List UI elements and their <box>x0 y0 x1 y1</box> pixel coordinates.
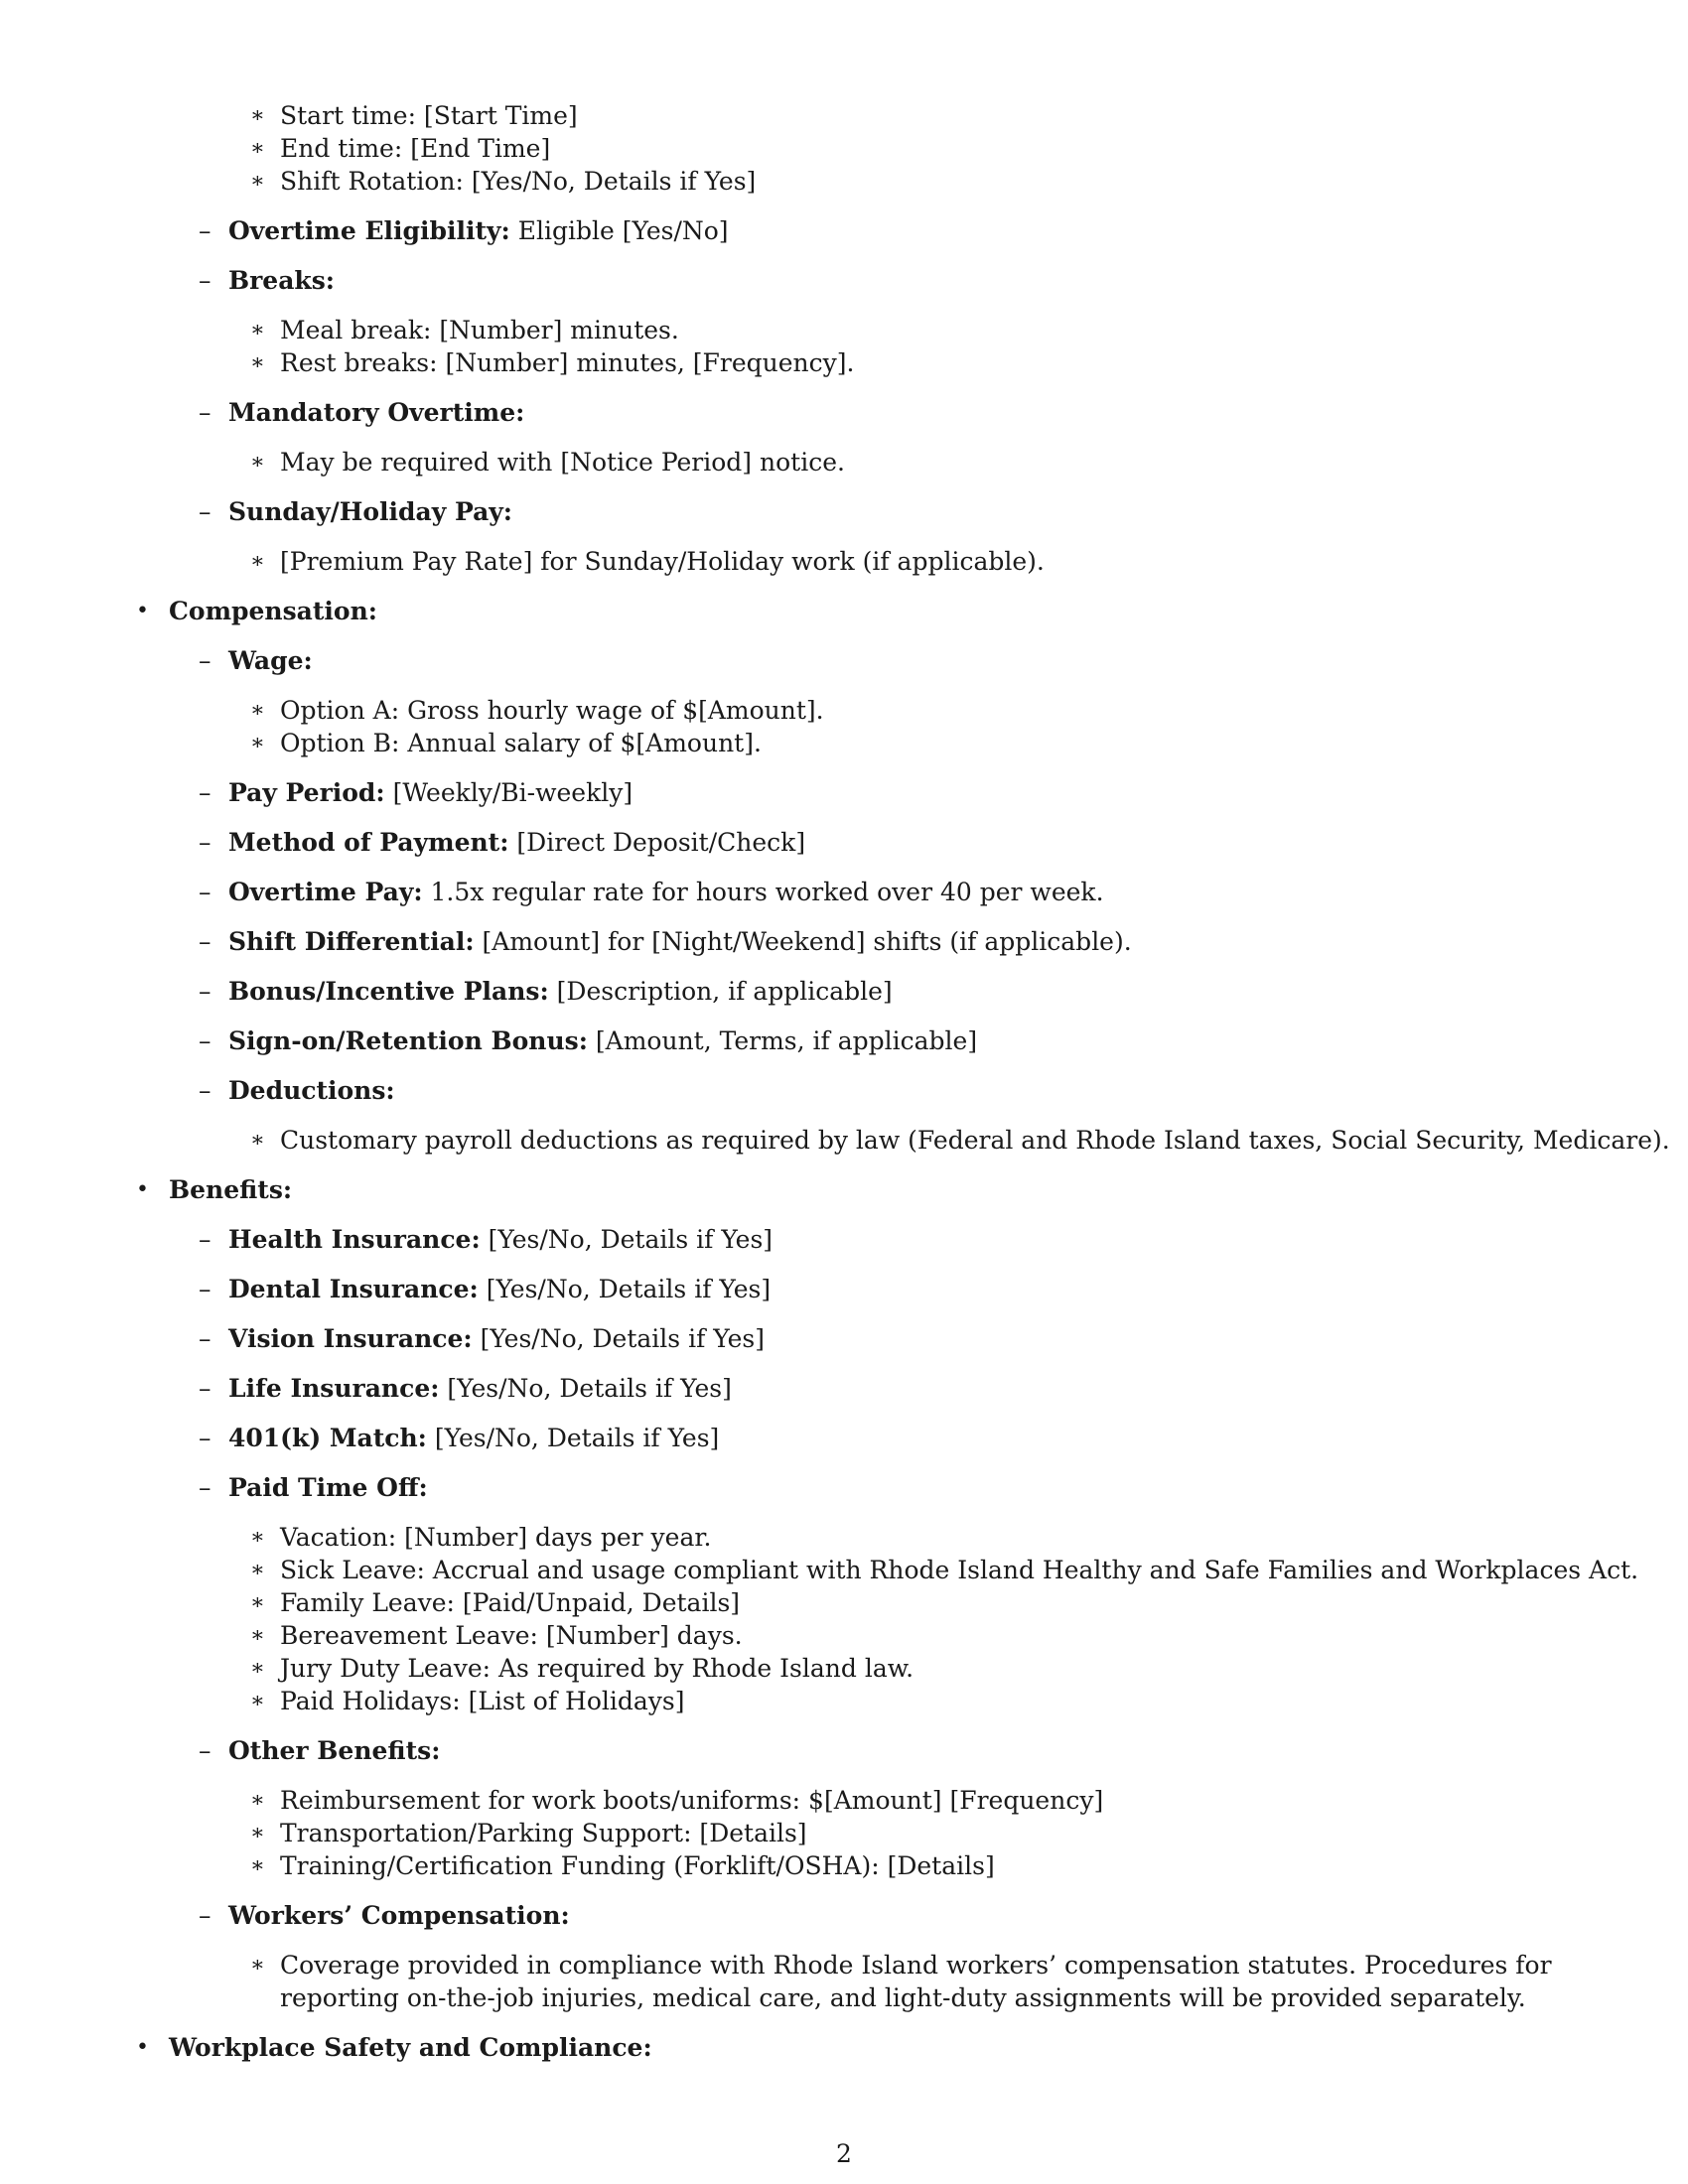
k401-label: 401(k) Match: <box>228 1424 427 1452</box>
list-item-paid-holidays <box>0 1685 1688 1717</box>
dash-marker: – <box>199 497 211 526</box>
family-leave-text: Family Leave: [Paid/Unpaid, Details] <box>280 1588 741 1617</box>
section-compensation <box>0 595 1688 627</box>
bullet-marker: ∗ <box>250 1656 265 1681</box>
shift-differential-label: Shift Differential: <box>228 927 475 956</box>
list-item-payment-method <box>0 826 1688 859</box>
workers-comp-label: Workers’ Compensation: <box>228 1901 570 1930</box>
list-item-shift-differential <box>0 925 1688 958</box>
dash-marker: – <box>199 1424 211 1452</box>
overtime-eligibility-value: Eligible [Yes/No] <box>517 216 729 245</box>
payment-method-value: [Direct Deposit/Check] <box>516 828 806 857</box>
pay-period-value: [Weekly/Bi-weekly] <box>392 778 633 807</box>
bullet-marker: ∗ <box>250 1853 265 1878</box>
wage-option-a-text: Option A: Gross hourly wage of $[Amount]. <box>280 696 824 725</box>
jury-duty-text: Jury Duty Leave: As required by Rhode Island law. <box>280 1654 914 1683</box>
list-item-sick-leave <box>0 1554 1688 1586</box>
bereavement-text: Bereavement Leave: [Number] days. <box>280 1621 743 1650</box>
page-number: 2 <box>836 2139 852 2168</box>
list-item-workers-comp <box>0 1899 1688 1932</box>
bullet-marker: ∗ <box>250 318 265 342</box>
list-item-rest-breaks <box>0 346 1688 379</box>
list-item-wage <box>0 644 1688 677</box>
dash-marker: – <box>199 1275 211 1303</box>
overtime-pay-value: 1.5x regular rate for hours worked over 40 per week. <box>430 878 1104 906</box>
list-item-mandatory-overtime <box>0 396 1688 429</box>
dash-marker: – <box>199 646 211 675</box>
dash-marker: – <box>199 1736 211 1765</box>
vision-label: Vision Insurance: <box>228 1324 473 1353</box>
deductions-label: Deductions: <box>228 1076 395 1105</box>
k401-value: [Yes/No, Details if Yes] <box>434 1424 720 1452</box>
health-value: [Yes/No, Details if Yes] <box>488 1225 774 1254</box>
dash-marker: – <box>199 1374 211 1403</box>
life-value: [Yes/No, Details if Yes] <box>447 1374 732 1403</box>
dash-marker: – <box>199 828 211 857</box>
list-item-dental-insurance <box>0 1273 1688 1305</box>
wage-label: Wage: <box>228 646 313 675</box>
section-benefits <box>0 1173 1688 1206</box>
list-item-401k-match <box>0 1422 1688 1454</box>
benefits-label: Benefits: <box>169 1175 293 1204</box>
list-item-bonus-plans <box>0 975 1688 1008</box>
payment-method-label: Method of Payment: <box>228 828 509 857</box>
life-label: Life Insurance: <box>228 1374 440 1403</box>
list-item-paid-time-off <box>0 1471 1688 1504</box>
list-item-end-time <box>0 132 1688 165</box>
compensation-label: Compensation: <box>169 597 377 625</box>
dash-marker: – <box>199 1473 211 1502</box>
list-item-signon-bonus <box>0 1024 1688 1057</box>
bullet-marker: ∗ <box>250 1623 265 1648</box>
bullet-marker: ∗ <box>250 350 265 375</box>
dash-marker: – <box>199 1225 211 1254</box>
list-item-other-benefits <box>0 1734 1688 1767</box>
bullet-marker: ∗ <box>250 1558 265 1582</box>
bullet-marker: ∗ <box>250 450 265 475</box>
list-item-vacation <box>0 1521 1688 1554</box>
workers-comp-detail: Coverage provided in compliance with Rhode Island workers’ compensation statutes. Procedures for reporting on-the-job injuries, medical care, and light-duty assignments will be provided separately. <box>280 1951 1552 2012</box>
transportation-text: Transportation/Parking Support: [Details] <box>280 1819 807 1847</box>
list-item-sunday-holiday-detail <box>0 545 1688 578</box>
list-item-bereavement <box>0 1619 1688 1652</box>
dash-marker: – <box>199 398 211 427</box>
bullet-marker: ∗ <box>250 1525 265 1550</box>
list-item-start-time <box>0 99 1688 132</box>
dash-marker: – <box>199 1026 211 1055</box>
vision-value: [Yes/No, Details if Yes] <box>480 1324 765 1353</box>
list-item-breaks <box>0 264 1688 297</box>
dash-marker: – <box>199 1076 211 1105</box>
shift-rotation-text: Shift Rotation: [Yes/No, Details if Yes] <box>280 167 757 196</box>
list-item-sunday-holiday-pay <box>0 495 1688 528</box>
dash-marker: – <box>199 927 211 956</box>
pay-period-label: Pay Period: <box>228 778 385 807</box>
bullet-marker: • <box>136 1177 149 1202</box>
other-benefits-label: Other Benefits: <box>228 1736 441 1765</box>
list-item-overtime-pay <box>0 876 1688 908</box>
training-text: Training/Certification Funding (Forklift/OSHA): [Details] <box>280 1851 995 1880</box>
dash-marker: – <box>199 266 211 295</box>
bullet-marker: ∗ <box>250 169 265 194</box>
list-item-mandatory-overtime-detail <box>0 446 1688 478</box>
dash-marker: – <box>199 1901 211 1930</box>
list-item-life-insurance <box>0 1372 1688 1405</box>
list-item-overtime-eligibility <box>0 214 1688 247</box>
dash-marker: – <box>199 216 211 245</box>
sick-leave-text: Sick Leave: Accrual and usage compliant with Rhode Island Healthy and Safe Families and Workplaces Act. <box>280 1556 1639 1584</box>
bullet-marker: ∗ <box>250 103 265 128</box>
list-item-pay-period <box>0 776 1688 809</box>
pto-label: Paid Time Off: <box>228 1473 428 1502</box>
dental-value: [Yes/No, Details if Yes] <box>486 1275 772 1303</box>
safety-label: Workplace Safety and Compliance: <box>169 2033 652 2062</box>
list-item-deductions <box>0 1074 1688 1107</box>
breaks-label: Breaks: <box>228 266 336 295</box>
mandatory-overtime-detail: May be required with [Notice Period] notice. <box>280 448 845 477</box>
bullet-marker: ∗ <box>250 1128 265 1153</box>
list-item-vision-insurance <box>0 1322 1688 1355</box>
mandatory-overtime-label: Mandatory Overtime: <box>228 398 525 427</box>
bullet-marker: • <box>136 2035 149 2060</box>
wage-option-b-text: Option B: Annual salary of $[Amount]. <box>280 729 762 757</box>
signon-value: [Amount, Terms, if applicable] <box>595 1026 978 1055</box>
bonus-value: [Description, if applicable] <box>556 977 893 1006</box>
deductions-detail: Customary payroll deductions as required by law (Federal and Rhode Island taxes, Social Security, Medicare). <box>280 1126 1670 1155</box>
list-item-wage-option-a <box>0 694 1688 727</box>
vacation-text: Vacation: [Number] days per year. <box>280 1523 712 1552</box>
signon-label: Sign-on/Retention Bonus: <box>228 1026 588 1055</box>
list-item-jury-duty <box>0 1652 1688 1685</box>
shift-differential-value: [Amount] for [Night/Weekend] shifts (if applicable). <box>482 927 1132 956</box>
bonus-label: Bonus/Incentive Plans: <box>228 977 549 1006</box>
sunday-holiday-label: Sunday/Holiday Pay: <box>228 497 513 526</box>
bullet-marker: ∗ <box>250 1590 265 1615</box>
bullet-marker: ∗ <box>250 1821 265 1845</box>
list-item-deductions-detail <box>0 1124 1688 1157</box>
start-time-text: Start time: [Start Time] <box>280 101 578 130</box>
rest-breaks-text: Rest breaks: [Number] minutes, [Frequency]. <box>280 348 855 377</box>
list-item-transportation <box>0 1817 1688 1849</box>
list-item-family-leave <box>0 1586 1688 1619</box>
list-item-reimbursement <box>0 1784 1688 1817</box>
bullet-marker: ∗ <box>250 731 265 755</box>
list-item-shift-rotation <box>0 165 1688 198</box>
list-item-workers-comp-detail <box>0 1949 1688 2014</box>
section-workplace-safety <box>0 2031 1688 2064</box>
dash-marker: – <box>199 1324 211 1353</box>
health-label: Health Insurance: <box>228 1225 481 1254</box>
bullet-marker: ∗ <box>250 698 265 723</box>
list-item-training <box>0 1849 1688 1882</box>
meal-break-text: Meal break: [Number] minutes. <box>280 316 679 344</box>
overtime-eligibility-label: Overtime Eligibility: <box>228 216 510 245</box>
bullet-marker: ∗ <box>250 1953 265 1978</box>
bullet-marker: • <box>136 599 149 623</box>
document-body <box>0 99 1688 2064</box>
dental-label: Dental Insurance: <box>228 1275 479 1303</box>
list-item-meal-break <box>0 314 1688 346</box>
end-time-text: End time: [End Time] <box>280 134 551 163</box>
overtime-pay-label: Overtime Pay: <box>228 878 423 906</box>
sunday-holiday-detail: [Premium Pay Rate] for Sunday/Holiday work (if applicable). <box>280 547 1045 576</box>
bullet-marker: ∗ <box>250 1689 265 1713</box>
bullet-marker: ∗ <box>250 549 265 574</box>
list-item-wage-option-b <box>0 727 1688 759</box>
dash-marker: – <box>199 878 211 906</box>
dash-marker: – <box>199 977 211 1006</box>
dash-marker: – <box>199 778 211 807</box>
list-item-health-insurance <box>0 1223 1688 1256</box>
bullet-marker: ∗ <box>250 136 265 161</box>
bullet-marker: ∗ <box>250 1788 265 1813</box>
paid-holidays-text: Paid Holidays: [List of Holidays] <box>280 1687 685 1715</box>
reimbursement-text: Reimbursement for work boots/uniforms: $[Amount] [Frequency] <box>280 1786 1104 1815</box>
